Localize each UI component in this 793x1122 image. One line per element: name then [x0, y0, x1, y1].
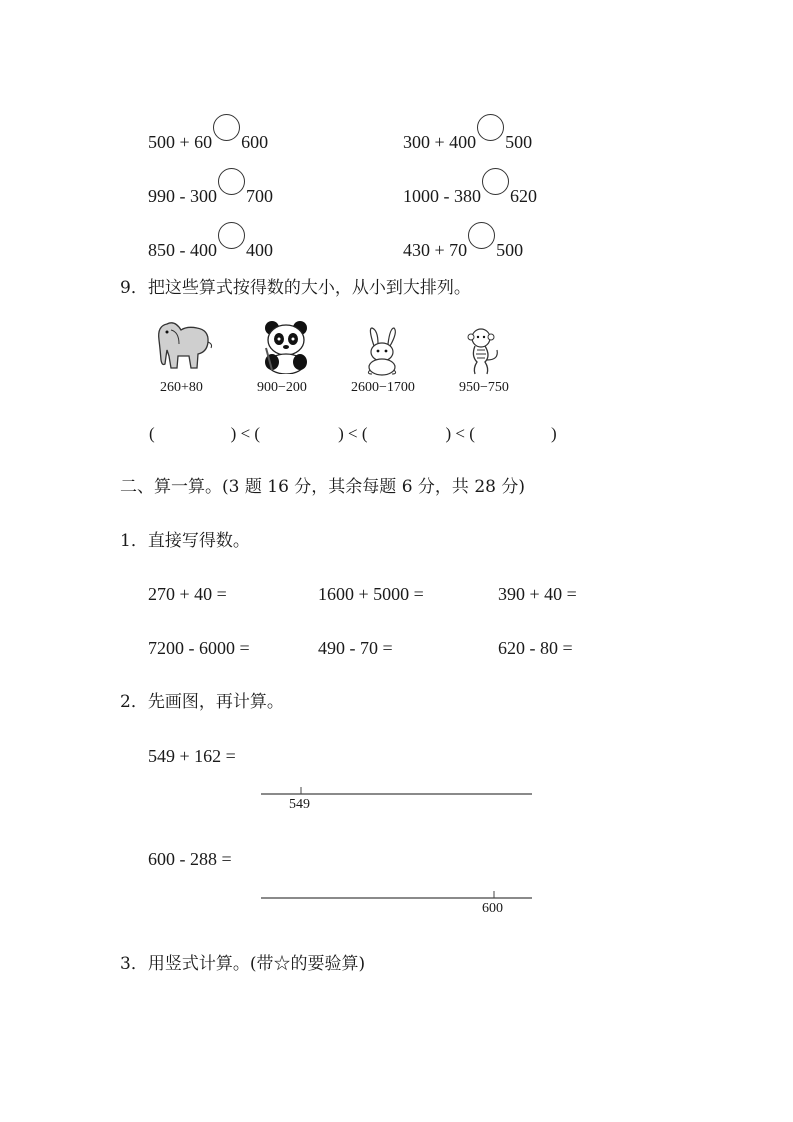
- compare-right: 500: [496, 240, 524, 260]
- paren-close: ): [550, 424, 557, 443]
- drawing-expression: 600 - 288 =: [148, 849, 232, 869]
- monkey-icon: [463, 326, 503, 376]
- panda-icon: [258, 318, 314, 374]
- compare-right: 620: [510, 186, 537, 206]
- order-answer-row: [149, 424, 557, 444]
- compare-item: [148, 114, 268, 152]
- compare-right: 700: [246, 186, 273, 206]
- mental-math-item: 1600 + 5000 =: [318, 584, 424, 604]
- elephant-icon: [153, 316, 215, 374]
- animal-label: 950−750: [459, 380, 509, 395]
- less-than-separator: ) < (: [445, 424, 475, 443]
- mental-math-item: 490 - 70 =: [318, 638, 393, 658]
- rabbit-icon: [360, 326, 404, 376]
- compare-left: 430 + 70: [403, 240, 468, 260]
- compare-left: 1000 - 380: [403, 186, 481, 206]
- animal-label: 900−200: [257, 380, 307, 395]
- compare-left: 850 - 400: [148, 240, 217, 260]
- less-than-separator: ) < (: [230, 424, 261, 443]
- answer-circle[interactable]: [213, 114, 240, 141]
- compare-left: 300 + 400: [403, 132, 477, 152]
- answer-circle[interactable]: [477, 114, 504, 141]
- tick-label: 600: [482, 901, 503, 916]
- compare-item: [403, 114, 532, 152]
- compare-left: 500 + 60: [148, 132, 213, 152]
- q1-title: 1．直接写得数。: [120, 531, 250, 551]
- answer-circle[interactable]: [218, 222, 245, 249]
- compare-item: [148, 168, 273, 206]
- animal-label: 260+80: [160, 380, 203, 395]
- mental-math-item: 270 + 40 =: [148, 584, 227, 604]
- compare-right: 500: [505, 132, 533, 152]
- compare-item: [148, 222, 273, 260]
- q2-title: 2．先画图，再计算。: [120, 692, 284, 712]
- compare-right: 600: [241, 132, 269, 152]
- less-than-separator: ) < (: [338, 424, 368, 443]
- compare-item: [403, 222, 523, 260]
- drawing-expression: 549 + 162 =: [148, 746, 236, 766]
- answer-circle[interactable]: [482, 168, 509, 195]
- compare-left: 990 - 300: [148, 186, 217, 206]
- animal-label: 2600−1700: [351, 380, 415, 395]
- q3-title: 3．用竖式计算。(带☆的要验算): [120, 954, 366, 974]
- mental-math-item: 390 + 40 =: [498, 584, 577, 604]
- mental-math-item: 620 - 80 =: [498, 638, 573, 658]
- q9-title: 9．把这些算式按得数的大小，从小到大排列。: [120, 278, 471, 298]
- answer-circle[interactable]: [468, 222, 495, 249]
- compare-right: 400: [246, 240, 273, 260]
- tick-label: 549: [289, 797, 310, 812]
- mental-math-item: 7200 - 6000 =: [148, 638, 250, 658]
- compare-item: [403, 168, 537, 206]
- section-title: 二、算一算。(3 题 16 分，其余每题 6 分，共 28 分): [120, 477, 525, 497]
- paren-open: (: [149, 424, 155, 443]
- answer-circle[interactable]: [218, 168, 245, 195]
